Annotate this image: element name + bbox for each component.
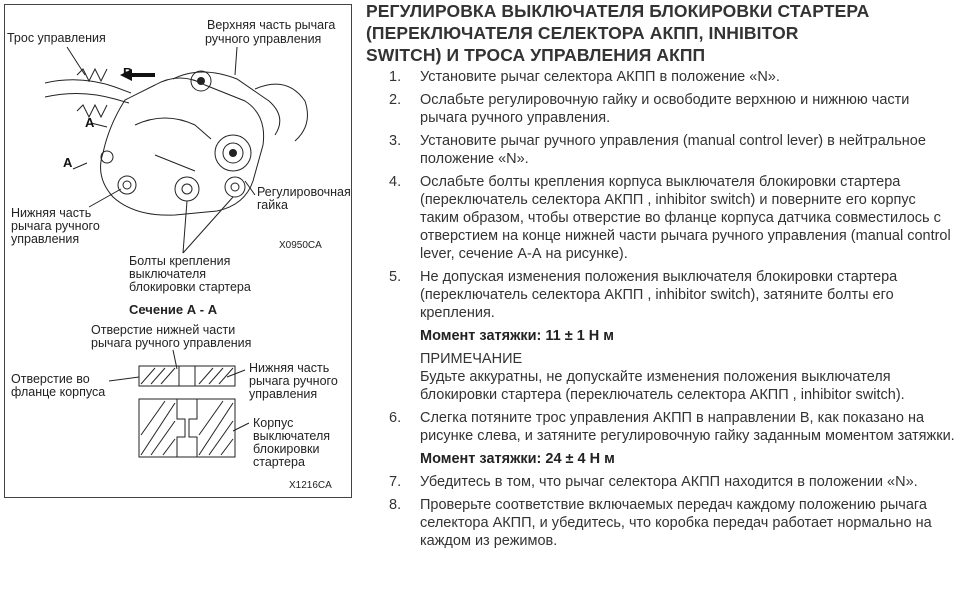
step-number: 1. [389,69,402,85]
step-4 [366,173,956,263]
label-lower-lever-line3: управления [11,232,80,246]
step-number: 8. [389,497,402,513]
label-lower-lever-line1: Нижняя часть [11,206,92,220]
label-hole-flange-line2: фланце корпуса [11,385,106,399]
step-text: Проверьте соответствие включаемых передач каждому положению рычага селектора АКПП, и убедитесь, что коробка передач работает нормально на каждом из режимов. [420,497,932,549]
step-2 [366,91,956,127]
step-text: Убедитесь в том, что рычаг селектора АКПП находится в положении «N». [420,474,918,490]
label-bolts-line2: выключателя [129,267,207,281]
step-number: 7. [389,474,402,490]
instructions-document [366,0,956,555]
step-number: 4. [389,174,402,190]
figure-panel [4,4,352,498]
title-line: SWITCH) И ТРОСА УПРАВЛЕНИЯ АКПП [366,45,706,65]
step-text: Слегка потяните трос управления АКПП в направлении В, как показано на рисунке слева, и затяните регулировочную гайку заданным моментом затяжки. [420,410,955,444]
document-title [366,0,956,66]
title-line: РЕГУЛИРОВКА ВЫКЛЮЧАТЕЛЯ БЛОКИРОВКИ СТАРТЕРА [366,1,870,21]
letter-b: B [123,65,133,80]
label-upper-lever-line2: ручного управления [205,32,322,46]
label-switch-body-line2: выключателя [253,429,331,443]
letter-a-lower: A [63,155,73,170]
inhibitor-switch-diagram [5,5,351,497]
label-hole-flange-line1: Отверстие во [11,372,90,386]
step-7 [366,473,956,491]
section-title: Сечение А - А [129,302,218,317]
step-1 [366,68,956,86]
label-hole-lower-line2: рычага ручного управления [91,336,252,350]
label-lower-lever-line2: рычага ручного [11,219,100,233]
label-switch-body-line1: Корпус [253,416,294,430]
step-text: Установите рычаг ручного управления (manual control lever) в нейтральное положение «N». [420,133,926,167]
label-adjust-nut-line1: Регулировочная [257,185,351,199]
step-number: 3. [389,133,402,149]
step-text: Ослабьте регулировочную гайку и освободите верхнюю и нижнюю части рычага ручного управления. [420,92,910,126]
step-6 [366,409,956,468]
torque-spec: Момент затяжки: 24 ± 4 Н м [420,451,615,467]
step-5 [366,268,956,404]
note-text: Будьте аккуратны, не допускайте изменения положения выключателя блокировки стартера (переключатель селектора АКПП , inhibitor switch). [420,369,905,403]
label-bolts-line3: блокировки стартера [129,280,251,294]
label-switch-body-line4: стартера [253,455,305,469]
step-8 [366,496,956,550]
figure-code-bottom: X1216CA [289,480,332,491]
label-bolts-line1: Болты крепления [129,254,231,268]
letter-a-upper: A [85,115,95,130]
step-3 [366,132,956,168]
step-text: Не допуская изменения положения выключателя блокировки стартера (переключатель селектора АКПП , inhibitor switch), затяните болты его крепления. [420,269,898,321]
title-line: (ПЕРЕКЛЮЧАТЕЛЯ СЕЛЕКТОРА АКПП, INHIBITOR [366,23,799,43]
label-hole-lower-line1: Отверстие нижней части [91,323,236,337]
label-lower-right-line3: управления [249,387,318,401]
step-text: Ослабьте болты крепления корпуса выключателя блокировки стартера (переключатель селектора АКПП , inhibitor switch) и поверните его корпус таким образом, чтобы отверстие во фланце корпуса датчика совместилось с отверстием на конце нижней части рычага ручного управления (manual control lever, сечение А-А на рисунке). [420,174,951,262]
figure-code-top: X0950CA [279,240,322,251]
section-drawing [109,350,249,457]
step-number: 2. [389,92,402,108]
label-adjust-nut-line2: гайка [257,198,288,212]
step-text: Установите рычаг селектора АКПП в положение «N». [420,69,780,85]
label-control-cable: Трос управления [7,31,106,45]
label-lower-right-line1: Нижняя часть [249,361,330,375]
label-upper-lever-line1: Верхняя часть рычага [207,18,336,32]
steps-list [366,68,956,550]
step-number: 5. [389,269,402,285]
step-number: 6. [389,410,402,426]
label-switch-body-line3: блокировки [253,442,320,456]
note-heading: ПРИМЕЧАНИЕ [420,351,523,367]
torque-spec: Момент затяжки: 11 ± 1 Н м [420,328,615,344]
label-lower-right-line2: рычага ручного [249,374,338,388]
